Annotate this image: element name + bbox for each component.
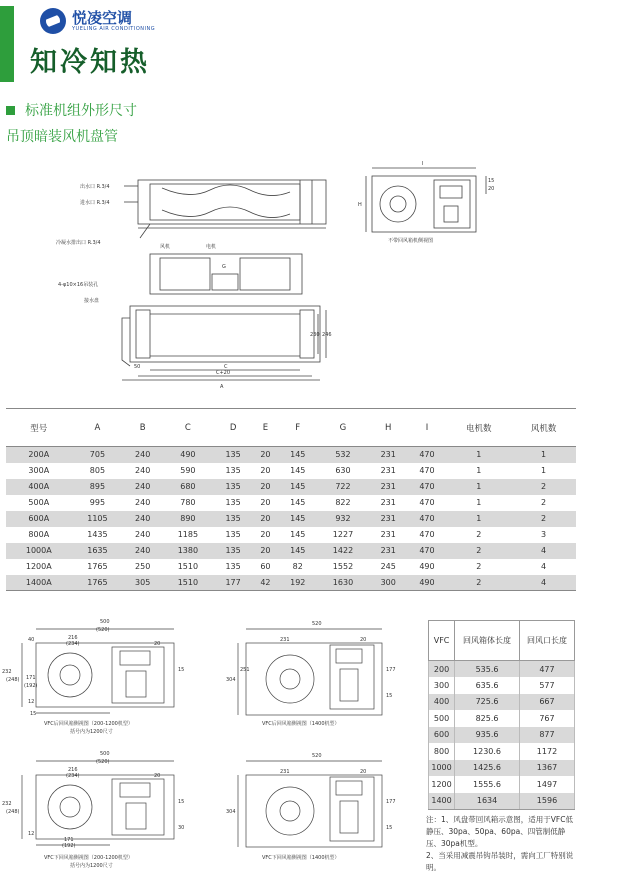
- table-cell: 20: [260, 466, 271, 475]
- table-cell: 145: [278, 511, 317, 527]
- table-cell: 20: [260, 530, 271, 539]
- table-cell: 231: [369, 447, 408, 463]
- th-f: F: [278, 409, 317, 447]
- table-cell: 231: [380, 466, 396, 475]
- table-row: [6, 447, 576, 463]
- sv1-500: 500: [100, 619, 110, 625]
- th-motors: 电机数: [446, 409, 511, 447]
- table-cell: 722: [317, 479, 369, 495]
- table-cell: 590: [180, 466, 196, 475]
- th-h: H: [369, 409, 408, 447]
- dim-i: I: [422, 161, 424, 167]
- table-row: [6, 463, 576, 479]
- table-cell: 1510: [177, 562, 199, 571]
- table-cell: 1400: [429, 793, 455, 810]
- table-cell: 490: [408, 575, 447, 591]
- table-cell: 135: [225, 562, 241, 571]
- label-holes: 4-φ10×16吊装孔: [58, 282, 99, 288]
- sv1-caption: VFC后回风箱侧视图（200-1200机型）: [44, 721, 133, 727]
- table-cell: 145: [290, 498, 306, 507]
- table-cell: 240: [135, 530, 151, 539]
- table-cell: 680: [162, 479, 214, 495]
- table-cell: 470: [419, 530, 435, 539]
- sv1-248: (248): [6, 677, 20, 683]
- table-cell: 245: [380, 562, 396, 571]
- table-row: [429, 743, 575, 760]
- spec-table: [6, 408, 576, 591]
- table-cell: 231: [380, 498, 396, 507]
- table-cell: 1367: [519, 760, 574, 777]
- table-cell: 2: [446, 543, 511, 559]
- sv3-248: (248): [6, 809, 20, 815]
- table-row: [429, 760, 575, 777]
- side-view-caption: 不带回风箱机侧视图: [388, 238, 434, 244]
- vfc-th-box: 回风箱体长度: [455, 621, 520, 661]
- table-cell: 1: [446, 447, 511, 463]
- table-row: [6, 543, 576, 559]
- th-d: D: [214, 409, 253, 447]
- sv3-520: (520): [96, 759, 110, 765]
- table-cell: 470: [419, 466, 435, 475]
- table-cell: 240: [135, 466, 151, 475]
- dim-g: G: [222, 264, 226, 270]
- table-row: [429, 727, 575, 744]
- note-2: 2、当采用减震吊钩吊装时，需向工厂特别说明。: [426, 851, 574, 872]
- table-cell: 877: [519, 727, 574, 744]
- sv3-15: 15: [178, 799, 185, 805]
- table-cell: 200A: [6, 447, 72, 463]
- table-cell: 135: [214, 511, 253, 527]
- table-cell: 300: [429, 677, 455, 694]
- vfc-table-body: [429, 661, 575, 810]
- table-cell: 500: [429, 710, 455, 727]
- table-cell: 1630: [317, 575, 369, 591]
- slogan: 知冷知热: [30, 47, 150, 78]
- table-row: [6, 511, 576, 527]
- dim-246: 246: [322, 332, 332, 338]
- table-cell: 1: [476, 498, 482, 507]
- sv2-304: 304: [226, 677, 236, 683]
- table-cell: 1422: [317, 543, 369, 559]
- sv1-15: 15: [178, 667, 185, 673]
- table-cell: 60: [260, 562, 271, 571]
- table-cell: 577: [519, 677, 574, 694]
- table-row: [6, 559, 576, 575]
- table-row: [6, 495, 576, 511]
- table-cell: 1227: [332, 530, 354, 539]
- table-row: [429, 793, 575, 810]
- sv3-12: 12: [28, 831, 35, 837]
- table-cell: 1552: [332, 562, 354, 571]
- table-cell: 2: [446, 575, 511, 591]
- th-i: I: [408, 409, 447, 447]
- spec-table-header: [6, 409, 576, 447]
- table-cell: 135: [214, 543, 253, 559]
- table-cell: 20: [253, 447, 279, 463]
- table-row: [429, 694, 575, 711]
- bullet-square-icon: [6, 106, 15, 115]
- table-cell: 1200A: [25, 562, 52, 571]
- table-cell: 135: [214, 447, 253, 463]
- dim-50: 50: [134, 364, 141, 370]
- table-cell: 532: [317, 447, 369, 463]
- label-outlet: 出水口 R.3/4: [80, 184, 110, 190]
- sv3-caption: VFC下回风箱侧视图（200-1200机型）: [44, 855, 133, 861]
- sv2-caption: VFC后回风箱侧视图（1400机型）: [262, 721, 340, 727]
- table-cell: 240: [123, 511, 162, 527]
- sv1-15b: 15: [30, 711, 37, 717]
- table-cell: 135: [225, 466, 241, 475]
- table-cell: 822: [335, 498, 351, 507]
- table-cell: 780: [180, 498, 196, 507]
- sv1-520: (520): [96, 627, 110, 633]
- table-cell: 240: [123, 447, 162, 463]
- sv2-177: 177: [386, 667, 396, 673]
- vfc-th-outlet: 回风口长度: [519, 621, 574, 661]
- table-cell: 500A: [28, 498, 50, 507]
- table-cell: 240: [123, 543, 162, 559]
- label-drain-pan: 接水盘: [84, 298, 100, 304]
- table-cell: 2: [476, 562, 482, 571]
- table-cell: 135: [225, 498, 241, 507]
- table-cell: 1765: [72, 575, 124, 591]
- table-cell: 767: [519, 710, 574, 727]
- table-cell: 305: [123, 575, 162, 591]
- table-cell: 935.6: [455, 727, 520, 744]
- table-cell: 400A: [6, 479, 72, 495]
- table-cell: 145: [290, 530, 306, 539]
- table-cell: 200: [429, 661, 455, 678]
- sv2-231: 231: [280, 637, 290, 643]
- sv1-40: 40: [28, 637, 35, 643]
- table-cell: 1: [476, 466, 482, 475]
- table-row: [6, 575, 576, 591]
- side-views: [0, 615, 420, 885]
- table-cell: 635.6: [455, 677, 520, 694]
- sv2-15: 15: [386, 693, 393, 699]
- table-cell: 535.6: [455, 661, 520, 678]
- table-cell: 300: [369, 575, 408, 591]
- logo-mark-icon: [40, 8, 66, 34]
- vfc-th-model: VFC: [429, 621, 455, 661]
- dim-c20: C+20: [216, 370, 231, 376]
- table-cell: 231: [369, 511, 408, 527]
- table-cell: 825.6: [455, 710, 520, 727]
- table-cell: 1230.6: [455, 743, 520, 760]
- sv3-171: 171: [64, 837, 74, 843]
- table-cell: 145: [290, 466, 306, 475]
- table-cell: 725.6: [455, 694, 520, 711]
- table-cell: 705: [72, 447, 124, 463]
- section-title: [6, 100, 137, 120]
- table-cell: 800: [429, 743, 455, 760]
- label-motor: 电机: [206, 244, 217, 250]
- dim-a: A: [220, 384, 224, 390]
- sv3-caption2: 括号内为1200尺寸: [70, 863, 113, 869]
- table-cell: 470: [408, 479, 447, 495]
- table-cell: 1510: [162, 575, 214, 591]
- table-cell: 1: [446, 479, 511, 495]
- section-title-text: 标准机组外形尺寸: [25, 103, 137, 119]
- table-cell: 1497: [519, 776, 574, 793]
- table-cell: 400: [429, 694, 455, 711]
- sv4-231: 231: [280, 769, 290, 775]
- sv3-232: 232: [2, 801, 12, 807]
- table-cell: 145: [278, 479, 317, 495]
- sv3-500: 500: [100, 751, 110, 757]
- table-cell: 1: [446, 511, 511, 527]
- sv1-192: (192): [24, 683, 38, 689]
- table-cell: 1: [541, 466, 547, 475]
- dim-15: 15: [488, 178, 495, 184]
- sv2-20: 20: [360, 637, 367, 643]
- table-cell: 1380: [162, 543, 214, 559]
- sv1-20: 20: [154, 641, 161, 647]
- brand-logo: [40, 8, 155, 34]
- label-drain: 冷凝水排出口 R.3/4: [56, 240, 101, 246]
- table-cell: 192: [278, 575, 317, 591]
- table-cell: 145: [278, 447, 317, 463]
- table-cell: 4: [511, 543, 576, 559]
- table-cell: 805: [89, 466, 106, 475]
- brand-name: 悦凌空调: [72, 9, 133, 27]
- table-cell: 1105: [72, 511, 124, 527]
- vfc-table: [428, 620, 575, 810]
- sv1-caption2: 括号内为1200尺寸: [70, 729, 113, 735]
- table-cell: 240: [135, 498, 151, 507]
- page-header: [0, 0, 634, 86]
- table-row: [429, 710, 575, 727]
- table-cell: 1555.6: [455, 776, 520, 793]
- label-inlet: 进水口 R.3/4: [80, 200, 110, 206]
- table-cell: 240: [123, 479, 162, 495]
- table-cell: 490: [162, 447, 214, 463]
- table-row: [6, 527, 576, 543]
- table-cell: 1596: [519, 793, 574, 810]
- table-cell: 1400A: [6, 575, 72, 591]
- table-row: [429, 661, 575, 678]
- sv3-192: (192): [62, 843, 76, 849]
- table-cell: 600A: [6, 511, 72, 527]
- sv1-234: (234): [66, 641, 80, 647]
- table-cell: 4: [511, 575, 576, 591]
- sv4-20: 20: [360, 769, 367, 775]
- sv2-520: 520: [312, 621, 322, 627]
- table-cell: 2: [511, 479, 576, 495]
- table-cell: 1765: [87, 562, 108, 571]
- th-e: E: [253, 409, 279, 447]
- dim-20: 20: [488, 186, 495, 192]
- table-cell: 470: [419, 498, 435, 507]
- table-cell: 890: [162, 511, 214, 527]
- note-1: 注：1、风盘带回风箱示意图，适用于VFC低静压、30pa、50pa、60pa、四管制低静压、30pa机型。: [426, 815, 573, 848]
- sv4-304: 304: [226, 809, 236, 815]
- table-cell: 1185: [177, 530, 199, 539]
- table-cell: 82: [292, 562, 303, 571]
- sv3-234: (234): [66, 773, 80, 779]
- table-cell: 42: [253, 575, 279, 591]
- table-cell: 135: [214, 479, 253, 495]
- table-row: [429, 776, 575, 793]
- table-cell: 20: [253, 543, 279, 559]
- sv1-232: 232: [2, 669, 12, 675]
- table-cell: 300A: [28, 466, 50, 475]
- table-cell: 470: [408, 511, 447, 527]
- notes: [426, 814, 578, 874]
- table-cell: 470: [408, 543, 447, 559]
- table-cell: 1200: [429, 776, 455, 793]
- table-cell: 20: [253, 479, 279, 495]
- table-cell: 490: [419, 562, 435, 571]
- table-cell: 1: [511, 447, 576, 463]
- th-g: G: [317, 409, 369, 447]
- sv1-12: 12: [28, 699, 35, 705]
- th-c: C: [162, 409, 214, 447]
- table-cell: 4: [541, 562, 547, 571]
- table-cell: 135: [225, 530, 241, 539]
- table-cell: 1172: [519, 743, 574, 760]
- table-cell: 145: [278, 543, 317, 559]
- table-cell: 177: [214, 575, 253, 591]
- table-cell: 231: [369, 479, 408, 495]
- label-fan: 风机: [160, 244, 171, 250]
- table-cell: 1435: [87, 530, 108, 539]
- table-cell: 1425.6: [455, 760, 520, 777]
- table-cell: 477: [519, 661, 574, 678]
- sv1-216: 216: [68, 635, 78, 641]
- accent-bar: [0, 6, 14, 82]
- th-a: A: [72, 409, 124, 447]
- brand-sub: YUELING AIR CONDITIONING: [72, 26, 156, 32]
- table-cell: 231: [369, 543, 408, 559]
- table-cell: 1000A: [6, 543, 72, 559]
- table-cell: 250: [135, 562, 151, 571]
- sv3-30: 30: [178, 825, 185, 831]
- sv3-20: 20: [154, 773, 161, 779]
- sv3-216: 216: [68, 767, 78, 773]
- unit-drawing-top: [0, 150, 634, 400]
- section-subtitle: 吊顶暗装风机盘管: [6, 129, 118, 145]
- sv4-177: 177: [386, 799, 396, 805]
- table-cell: 20: [253, 511, 279, 527]
- table-cell: 600: [429, 727, 455, 744]
- table-cell: 995: [89, 498, 106, 507]
- table-cell: 1000: [429, 760, 455, 777]
- sv4-caption: VFC下回风箱侧视图（1400机型）: [262, 855, 340, 861]
- table-cell: 932: [317, 511, 369, 527]
- table-cell: 2: [476, 530, 482, 539]
- th-fans: 风机数: [511, 409, 576, 447]
- sv1-171: 171: [26, 675, 36, 681]
- table-cell: 3: [541, 530, 547, 539]
- table-cell: 470: [408, 447, 447, 463]
- dim-h: H: [358, 202, 362, 208]
- table-cell: 630: [335, 466, 351, 475]
- table-cell: 667: [519, 694, 574, 711]
- sv4-15: 15: [386, 825, 393, 831]
- table-cell: 895: [72, 479, 124, 495]
- vfc-table-header: [429, 621, 575, 661]
- spec-table-body: [6, 447, 576, 591]
- table-cell: 2: [541, 498, 547, 507]
- th-model: 型号: [6, 409, 72, 447]
- dim-230: 230: [310, 332, 320, 338]
- sv2-251: 251: [240, 667, 250, 673]
- table-cell: 1634: [455, 793, 520, 810]
- table-cell: 2: [511, 511, 576, 527]
- table-cell: 800A: [28, 530, 50, 539]
- table-row: [429, 677, 575, 694]
- table-row: [6, 479, 576, 495]
- table-cell: 20: [260, 498, 271, 507]
- dim-c: C: [224, 364, 228, 370]
- table-cell: 1635: [72, 543, 124, 559]
- table-cell: 231: [380, 530, 396, 539]
- sv4-520: 520: [312, 753, 322, 759]
- th-b: B: [123, 409, 162, 447]
